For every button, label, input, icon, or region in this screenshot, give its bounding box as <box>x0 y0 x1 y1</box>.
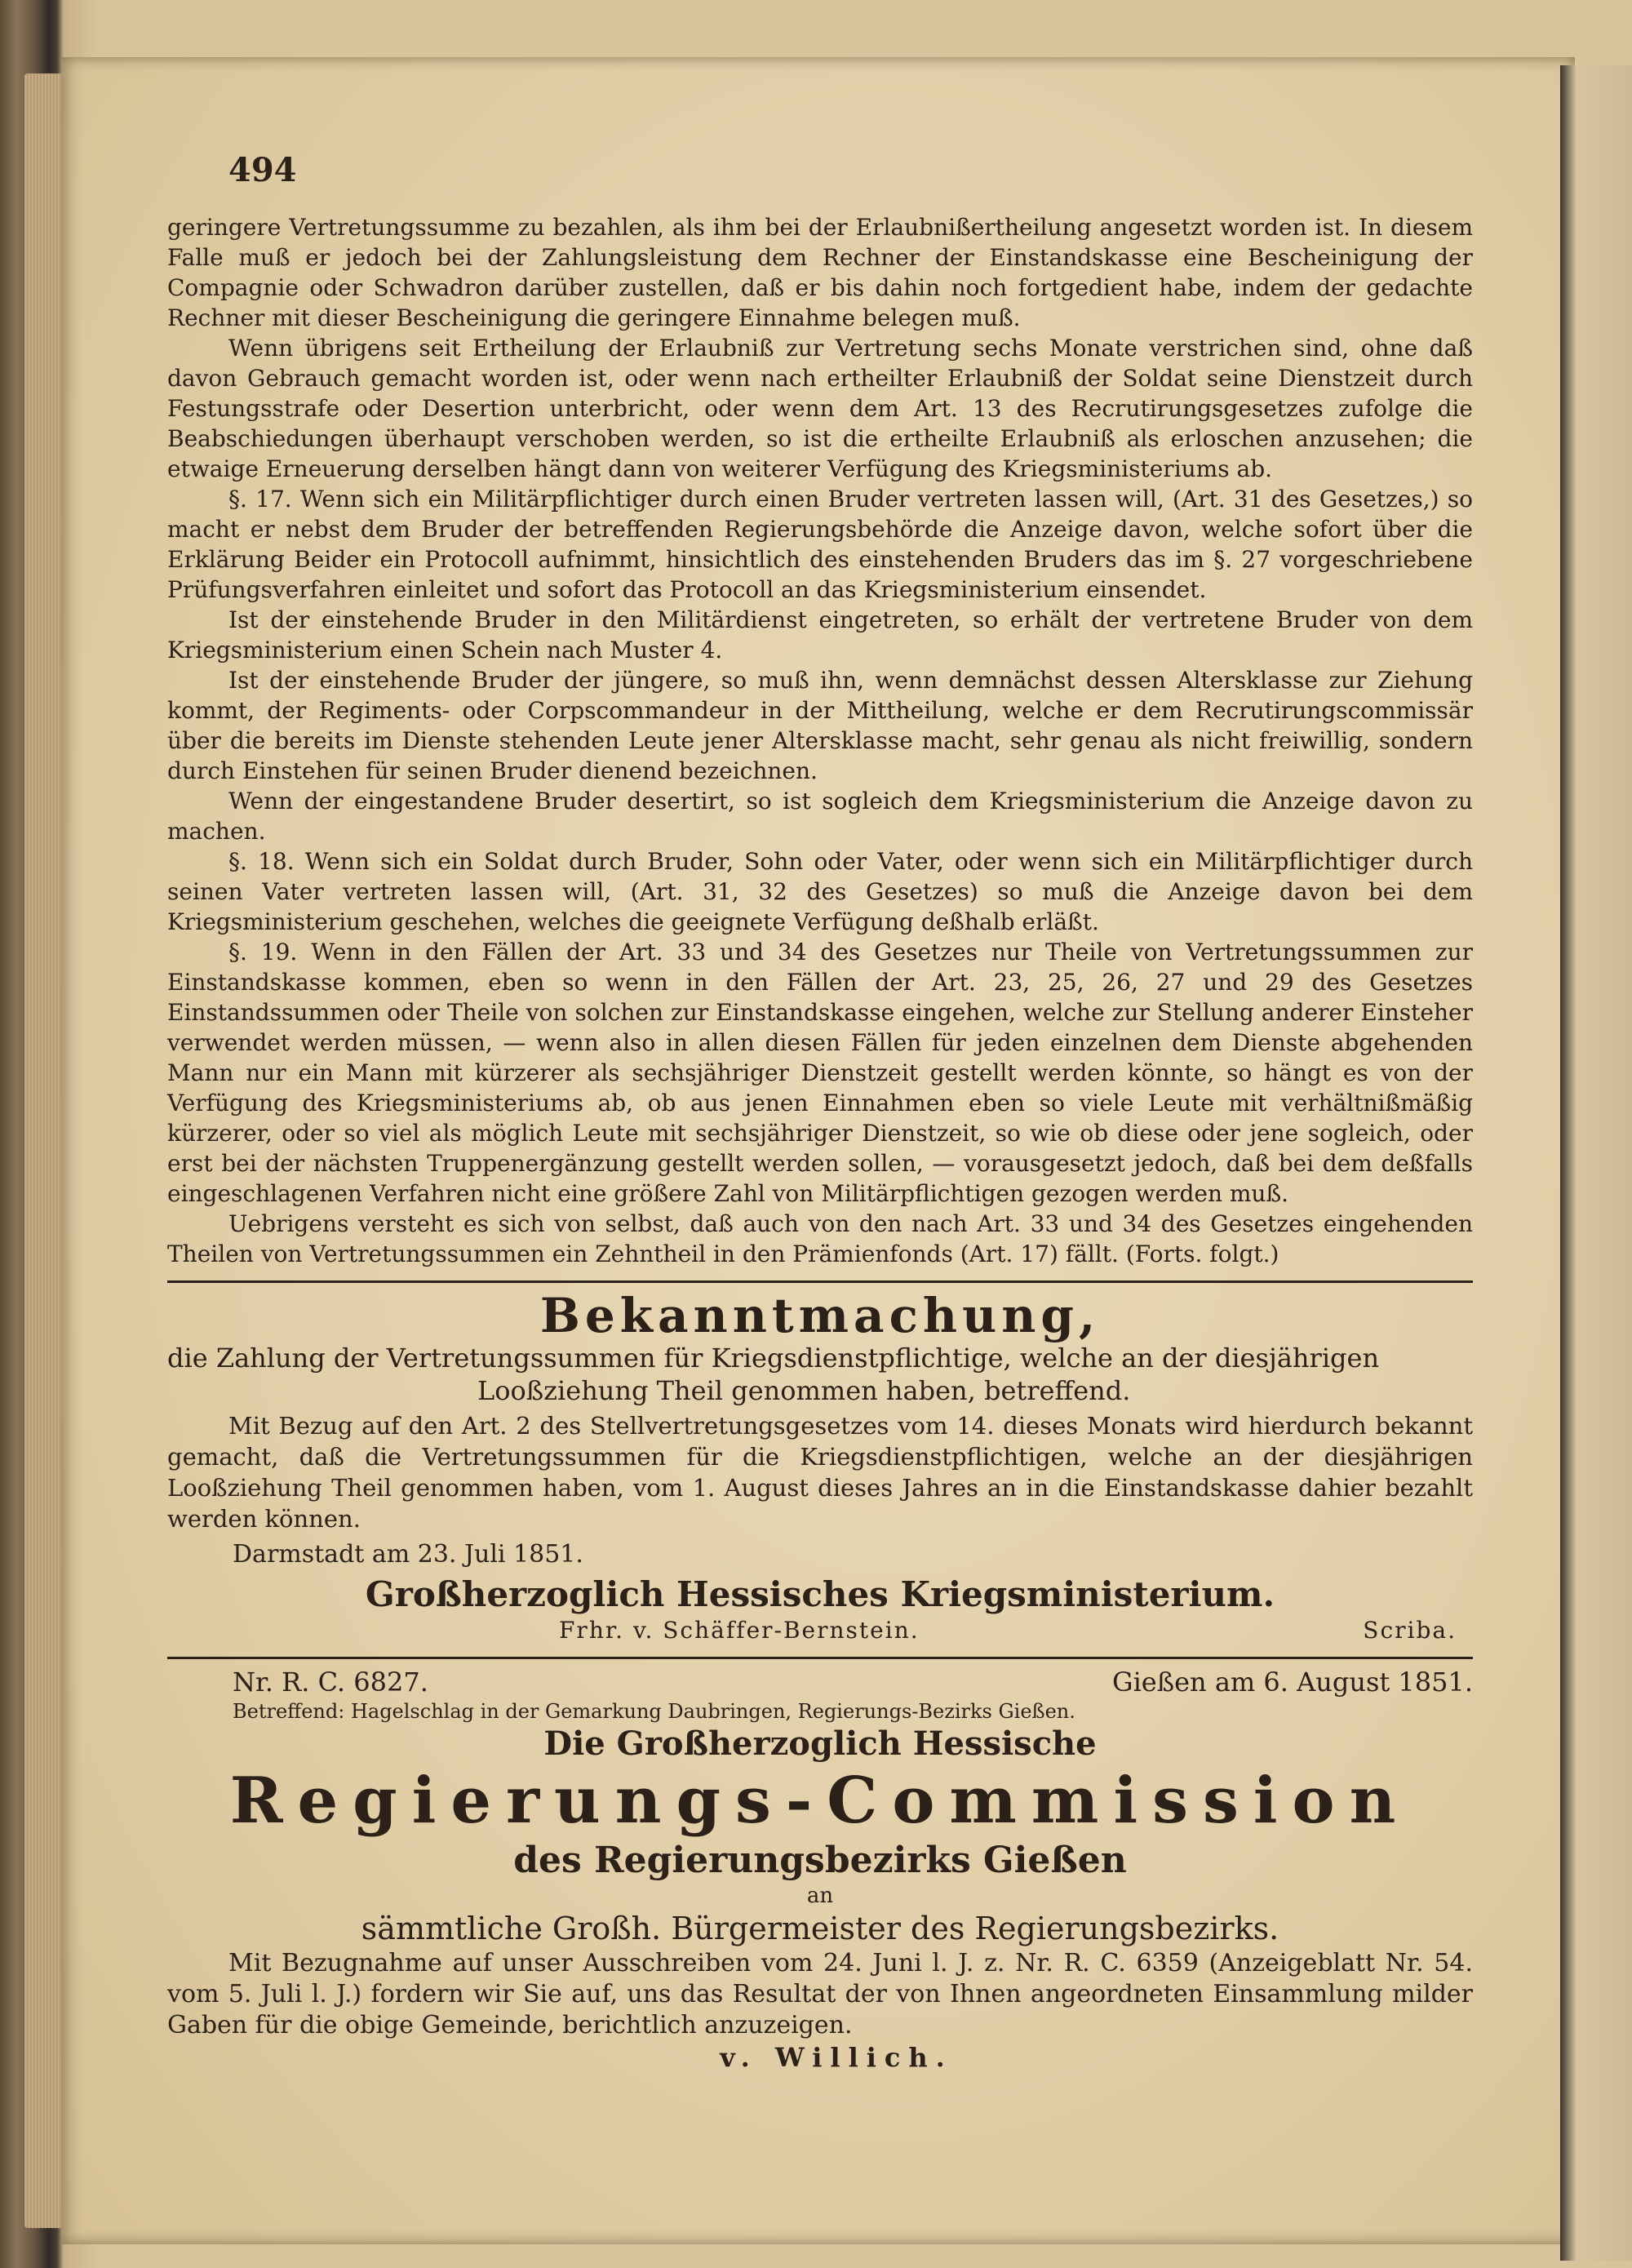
paragraph: Ist der einstehende Bruder in den Militärdienst eingetreten, so erhält der vertretene Bruder von dem Kriegsministerium einen Schein nach Muster 4. <box>167 606 1473 664</box>
ministry-name: Großherzoglich Hessisches Kriegsministerium. <box>365 1574 1275 1614</box>
page-content <box>167 147 1473 2074</box>
paragraph-section-17: §. 17. Wenn sich ein Militärpflichtiger durch einen Bruder vertreten lassen will, (Art. 31 des Gesetzes,) so macht er nebst dem Bruder der betreffenden Regierungsbehörde die Anzeige davon, welche sofort über die Erklärung Beider ein Protocoll aufnimmt, hinsichtlich des einstehenden Bruders das im §. 27 vorgeschriebene Prüfungsverfahren einleitet und sofort das Protocoll an das Kriegsministerium einsendet. <box>167 486 1473 603</box>
notice-number: Nr. R. C. 6827. <box>233 1667 428 1698</box>
divider <box>167 1280 1473 1283</box>
divider <box>167 1657 1473 1659</box>
bekanntmachung-title: Bekanntmachung, <box>539 1288 1101 1343</box>
notice-section <box>167 1666 1473 2074</box>
paragraph: Uebrigens versteht es sich von selbst, daß auch von den nach Art. 33 und 34 des Gesetzes eingehenden Theilen von Vertretungssummen ein Zehntheil in den Prämienfonds (Art. 17) fällt. (Forts. folgt.) <box>167 1210 1473 1267</box>
bekanntmachung-subtitle: die Zahlung der Vertretungssummen für Kriegsdienstpflichtige, welche an der diesjährigen <box>167 1343 1380 1374</box>
notice-header <box>167 1666 1473 1698</box>
signer: Frhr. v. Schäffer-Bernstein. <box>559 1617 920 1644</box>
notice-date: Gießen am 6. August 1851. <box>1112 1667 1473 1698</box>
bekanntmachung-section <box>167 1289 1473 1645</box>
signer: Scriba. <box>1363 1617 1457 1644</box>
paragraph: Wenn übrigens seit Ertheilung der Erlaubniß zur Vertretung sechs Monate verstrichen sind, ohne daß davon Gebrauch gemacht worden ist, oder wenn nach ertheilter Erlaubniß der Soldat seine Dienstzeit durch Festungsstrafe oder Desertion unterbricht, oder wenn dem Art. 13 des Recrutirungsgesetzes zufolge die Beabschiedungen überhaupt verschoben werden, so ist die ertheilte Erlaubniß als erloschen anzusehen; die etwaige Erneuerung derselben hängt dann von weiterer Verfügung des Kriegsministeriums ab. <box>167 335 1473 482</box>
next-page-edge <box>1560 65 1632 2261</box>
signature-row <box>167 1616 1473 1645</box>
notice-subject: Betreffend: Hagelschlag in der Gemarkung Daubringen, Regierungs-Bezirks Gießen. <box>233 1700 1075 1723</box>
notice-body: Mit Bezugnahme auf unser Ausschreiben vom 24. Juni l. J. z. Nr. R. C. 6359 (Anzeigeblatt Nr. 54. vom 5. Juli l. J.) fordern wir Sie auf, uns das Resultat der von Ihnen angeordneten Einsammlung milder Gaben für die obige Gemeinde, berichtlich anzuzeigen. <box>167 1949 1473 2039</box>
notice-recipients: sämmtliche Großh. Bürgermeister des Regierungsbezirks. <box>361 1911 1279 1946</box>
notice-heading: Die Großherzoglich Hessische <box>543 1724 1097 1763</box>
bekanntmachung-body: Mit Bezug auf den Art. 2 des Stellvertretungsgesetzes vom 14. dieses Monats wird hierdurch bekannt gemacht, daß die Vertretungssummen für die Kriegsdienstpflichtigen, welche an der diesjährigen Looßziehung Theil genommen haben, vom 1. August dieses Jahres an in die Einstandskasse dahier bezahlt werden können. <box>167 1412 1473 1533</box>
notice-heading: an <box>806 1884 834 1908</box>
notice-heading: des Regierungsbezirks Gießen <box>513 1840 1127 1881</box>
bekanntmachung-subtitle: Looßziehung Theil genommen haben, betreffend. <box>477 1375 1131 1406</box>
dateline: Darmstadt am 23. Juli 1851. <box>233 1540 583 1569</box>
paragraph: Ist der einstehende Bruder der jüngere, so muß ihn, wenn demnächst dessen Altersklasse zur Ziehung kommt, der Regiments- oder Corpscommandeur in der Mittheilung, welche er dem Recrutirungscommissär über die bereits im Dienste stehenden Leute jener Altersklasse macht, sehr genau als nicht freiwillig, sondern durch Einstehen für seinen Bruder dienend bezeichnen. <box>167 667 1473 784</box>
paragraph-section-18: §. 18. Wenn sich ein Soldat durch Bruder, Sohn oder Vater, oder wenn sich ein Militärpflichtiger durch seinen Vater vertreten lassen will, (Art. 31, 32 des Gesetzes) so muß die Anzeige davon bei dem Kriegsministerium geschehen, welches die geeignete Verfügung deßhalb erläßt. <box>167 848 1473 935</box>
paragraph: geringere Vertretungssumme zu bezahlen, als ihm bei der Erlaubnißertheilung angesetzt worden ist. In diesem Falle muß er jedoch bei der Zahlungsleistung dem Rechner der Einstandskasse eine Bescheinigung der Compagnie oder Schwadron darüber zustellen, daß er bis dahin noch fortgedient habe, indem der gedachte Rechner mit dieser Bescheinigung die geringere Einnahme belegen muß. <box>167 214 1473 331</box>
paragraph: Wenn der eingestandene Bruder desertirt, so ist sogleich dem Kriegsministerium die Anzeige davon zu machen. <box>167 788 1473 845</box>
notice-signature: v. Willich. <box>720 2042 953 2073</box>
page-number: 494 <box>228 151 297 189</box>
notice-heading-main: Regierungs-Commission <box>229 1764 1411 1838</box>
paragraph-section-19: §. 19. Wenn in den Fällen der Art. 33 und 34 des Gesetzes nur Theile von Vertretungssummen zur Einstandskasse kommen, eben so wenn in den Fällen der Art. 23, 25, 26, 27 und 29 des Gesetzes Einstandssummen oder Theile von solchen zur Einstandskasse eingehen, welche zur Stellung anderer Einsteher verwendet werden müssen, — wenn also in allen diesen Fällen für jeden einzelnen dem Dienste abgehenden Mann nur ein Mann mit kürzerer als sechsjähriger Dienstzeit gestellt werden könnte, so hängt es von der Verfügung des Kriegsministeriums ab, ob aus jenen Einnahmen eben so viele Leute mit verhältnißmäßig kürzerer, oder so viel als möglich Leute mit sechsjähriger Dienstzeit, so wie ob diese oder jene sogleich, oder erst bei der nächsten Truppenergänzung gestellt werden sollen, — vorausgesetzt jedoch, daß bei dem deßfalls eingeschlagenen Verfahren nicht eine größere Zahl von Militärpflichtigen gezogen werden muß. <box>167 939 1473 1207</box>
